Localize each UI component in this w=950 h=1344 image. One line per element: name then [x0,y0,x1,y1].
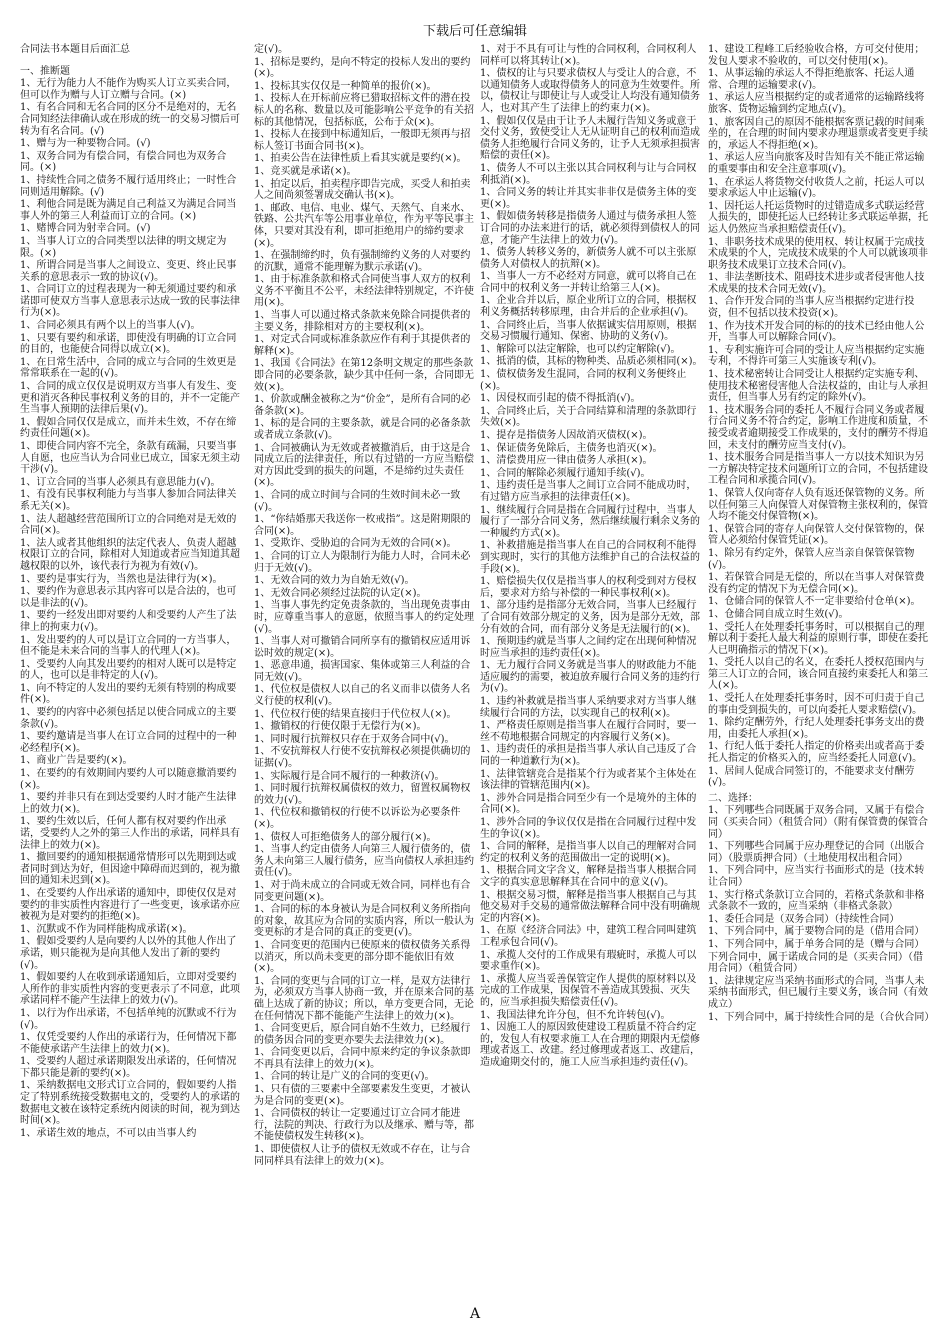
paragraph: 1、当事人事先约定免责条款的，当出现免责事由时，应尊重当事人的意愿，依照当事人的约定处理(√)。 [254,600,474,635]
paragraph: 1、债务人转移义务的，新债务人就不可以主张原债务人对债权人的抗辩(×)。 [480,247,697,270]
paragraph: 1、提存是指债务人因故消灭债权(×)。 [480,430,653,441]
paragraph: 一、推断题 [20,65,70,77]
paragraph: 1、在强制缔约时，负有强制缔约义务的人对要约的沉默，通常不能理解为默示承诺(√)。 [254,250,471,273]
paragraph: 1、承揽人交付的工作成果有瑕疵时，承揽人可以要求重作(×)。 [480,949,697,973]
paragraph: 1、受要约人超过承诺期限发出承诺的，任何情况下都只能是新的要约(×)。 [20,1056,237,1079]
paragraph: 1、合同变更以后，合同中原来约定的争议条款即不再具有法律上的效力(×)。 [254,1047,471,1070]
paragraph: 1、违约责任是当事人之间订立合同不能成功时，有过错方应当承担的法律责任(×)。 [480,480,697,503]
paragraph: 1、债权债务发生混同，合同的权利义务便终止(×)。 [480,369,687,392]
paragraph: 1、我国法律允许分包，但不允许转包(√)。 [480,1009,671,1021]
paragraph: 1、招标是要约，是向不特定的投标人发出的要约(×)。 [254,56,471,80]
paragraph: 1、非职务技术成果的使用权、转让权属于完成技术成果的个人，完成技术成果的个人可以就该项非职务技术成果订立技术合同(√)。 [708,236,928,271]
paragraph: 1、债务人不可以主张以其合同权利与让与合同权利抵消(×)。 [480,162,697,186]
paragraph: 1、合同的解释，是指当事人以自己的理解对合同约定的权利义务的范围做出一定的说明(×)。 [480,841,697,864]
paragraph: 1、商业广告是要约(×)。 [20,755,133,767]
paragraph: 1、合同必须具有两个以上的当事人(√)。 [20,320,201,332]
paragraph: 1、当事人订立的合同类型以法律的明文规定为限。(×) [20,235,227,259]
paragraph: 1、法律规定应当采纳书面形式的合同，当事人未采纳书面形式，但已履行主要义务，该合同（有效成立） [708,975,928,1010]
paragraph: 1、即使合同内容不完全，条款有疏漏，只要当事人自愿，也应当认为合同业已成立，国家无须主动干涉(√)。 [20,441,240,476]
paragraph: 1、合同订立的过程表现为一种无须通过要约和承诺即可使双方当事人意思表示达成一致的民事法律行为(×)。 [20,284,240,319]
paragraph: 1、合作开发合同的当事人应当根据约定进行投资，但不包括以技术投资(×)。 [708,296,915,320]
paragraph: 1、违约补救就是指当事人采纳要求对方当事人继续履行合同的方法，以实现自己的权利(×)。 [480,696,697,719]
paragraph: 1、代位权和撤销权的行使不以诉讼为必要条件(×)。 [254,807,461,830]
paragraph: 1、赌博合同为射幸合同。(√) [20,223,151,235]
paragraph: 1、要约的内容中必须包括足以使合同成立的主要条款(√)。 [20,707,237,730]
paragraph: 1、债权的让与只要求债权人与受让人的合意，不以通知债务人或取得债务人的同意为生效要件。所以，债权让与即使让与人或受让人均没有通知债务人，也对其产生了法律上的约束力(×)。 [480,68,700,114]
paragraph: 1、假如要约人在收到承诺通知后，立即对受要约人所作的非实质性内容的变更表示了不同意，此项承诺同样不能产生法律上的效力(√)。 [20,972,240,1007]
text-column-3 [480,44,704,1069]
paragraph: 1、发出要约的人可以是订立合同的一方当事人，但不能是未来合同的当事人的代理人(×)。 [20,634,237,658]
paragraph: 1、当事人一方不必经对方同意，就可以将自己在合同中的权利义务一并转让给第三人(×)。 [480,271,697,294]
paragraph: 定(√)。 [254,44,289,55]
paragraph: 1、要约是事实行为，当然也是法律行为(×)。 [20,573,223,585]
paragraph: 1、承诺生效的地点，不可以由当事人约 [20,1127,197,1139]
paragraph: 1、合同的解除必须履行通知手续(√)。 [480,467,651,479]
paragraph: 1、合同债权的转让一定要通过订立合同才能进行，法院的判决、行政行为以及继承、赠与等，都不能使债权发生转移(×)。 [254,1108,474,1143]
paragraph: 1、法人或者其他组织的法定代表人、负责人超越权限订立的合同，除相对人知道或者应当知道其超越权限的以外，该代表行为视为有效(√)。 [20,537,240,572]
paragraph: 1、除另有约定外，保管人应当亲自保管保管物(√)。 [708,547,915,571]
paragraph: 1、受托人以自己的名义，在委托人授权范围内与第三人订立的合同，该合同直接约束委托人和第三人(×)。 [708,657,928,692]
paragraph: 1、订立合同的当事人必须具有意思能力(√)。 [20,476,221,488]
paragraph: 1、合同义务的转让并其实非非仅是债务主体的变更(×)。 [480,187,697,210]
paragraph: 1、建设工程峰工后经验收合格，方可交付使用；发包人要求不验收的，可以交付使用(×)。 [708,44,925,67]
paragraph: 1、合同终止后，关于合同结算和清理的条款即行失效(×)。 [480,405,697,429]
paragraph: 1、下列合同中，应当实行书面形式的是（技术转让合同） [708,865,925,888]
paragraph: 1、从事运输的承运人不得拒绝旅客、托运人通常、合理的运输要求(√)。 [708,68,915,91]
paragraph: 1、承运人应当根据约定的或者通常的运输路线将旅客、货物运输到约定地点(√)。 [708,92,925,115]
paragraph: 二、选择： [708,792,758,804]
paragraph: 1、“你结婚那天我送你一枚戒指”。这是附期限的合同(×)。 [254,514,471,537]
paragraph: 1、无效合同的效力为自始无效(√)。 [254,575,415,587]
paragraph: 1、对于尚未成立的合同或无效合同，同样也有合同变更问题(×)。 [254,879,471,903]
paragraph: 1、保管合同的寄存人向保管人交付保管物的，保管人必须给付保管凭证(×)。 [708,523,925,547]
paragraph: 1、合同变更的范围内已使原来的债权债务关系得以消灭，所以尚未变更的部分即不能依旧有效(×)。 [254,939,471,975]
paragraph: 1、要约生效以后，任何人都有权对要约作出承诺，受要约人之外的第三人作出的承诺，同样具有法律上的效力(×)。 [20,816,240,851]
paragraph: 1、法人超越经营范围所订立的合同绝对是无效的合同(×)。 [20,513,237,537]
paragraph: 1、债权人可拒绝债务人的部分履行(×)。 [254,831,437,843]
paragraph: 1、双务合同为有偿合同，有偿合同也为双务合同。(×) [20,150,227,174]
paragraph: 1、解除可以法定解除，也可以约定解除(√)。 [480,343,681,355]
paragraph: 1、保管人仅向寄存人负有返还保管物的义务。所以任何第三人向保管人对保管物主张权利的，保管人均不能交付保管物(×)。 [708,487,928,523]
paragraph: 1、即使债权人让予的债权无效或不存在，让与合同同样具有法律上的效力(×)。 [254,1144,471,1167]
paragraph: 1、合同的变更与合同的订立一样，是双方法律行为，必须双方当事人协商一致，并在原来合同的基础上达成了新的协议；所以，单方变更合同，无论在任何情况下都不能能产生法律上的效力(×)。 [254,975,474,1022]
paragraph: 1、仓储合同的保管人不一定非要给付仓单(×)。 [708,596,921,608]
paragraph: 1、下列哪些合同属于应办理登记的合同（出版合同）（股票质押合同）（土地使用权出租合同） [708,841,925,864]
paragraph: 1、同时履行抗辩权属债权的效力，留置权属物权的效力(√)。 [254,783,471,806]
paragraph: 1、当事人约定由债务人向第三人履行债务的，债务人未向第三人履行债务，应当向债权人承担违约责任(√)。 [254,844,474,879]
paragraph: 1、严格责任原则是指当事人在履行合同时，要一丝不苟地根据合同规定的内容履行义务(×)。 [480,720,697,743]
paragraph: 1、非法垄断技术、阻碍技术进步或者侵害他人技术成果的技术合同无效(√)。 [708,272,925,295]
paragraph: 1、以行为作出承诺，不包括单纯的沉默或不行为(√)。 [20,1007,237,1031]
paragraph: 1、部分违约是指部分无效合同，当事人已经履行了合同有效部分规定的义务，因为是部分无效，部分有效的合同，而有部分义务是无法履行的(×)。 [480,600,700,635]
paragraph: 1、假如受要约人是向要约人以外的其他人作出了承诺，则只能视为是向其他人发出了新的要约(√)。 [20,936,237,971]
paragraph: 1、清偿费用应一律由债务人承担(×)。 [480,455,653,467]
paragraph: 1、拍定以后，拍卖程序即告完成，买受人和拍卖人之间尚须签署成交确认书(×)。 [254,178,471,202]
paragraph: 1、专利实施许可合同的受让人应当根据约定实施专利，不得许可第三人实施该专利(√)。 [708,344,925,368]
paragraph: 1、根据交易习惯，解释是指当事人根据自己与其他交易对手交易的通常做法解释合同中没有明确规定的内容(×)。 [480,889,700,924]
paragraph: 1、若保管合同是无偿的，所以在当事人对保管费没有约定的情况下为无偿合同(×)。 [708,572,925,595]
paragraph: 1、代位权是债权人以自己的名义而非以债务人名义行使的权利(√)。 [254,684,471,708]
text-column-2 [254,44,478,1168]
paragraph: 1、对定式合同或标准条款应作有利于其提供者的解释(×)。 [254,334,471,357]
paragraph: 1、所谓合同是当事人之间设立、变更、终止民事关系的意思表示一致的协议(√)。 [20,260,237,283]
paragraph: 1、要约一经发出即对要约人和受要约人产生了法律上的拘束力(√)。 [20,610,237,633]
paragraph: 1、根据合同文字含义，解释是指当事人根据合同文字的真实意思解释其在合同中的意义(√)。 [480,865,697,888]
paragraph: 1、赔偿损失仅仅是指当事人的权利受到对方侵权后，要求对方给与补偿的一种民事权利(×)。 [480,576,697,599]
paragraph: 1、在承运人将货物交付收货人之前，托运人可以要求承运人中止运输(√)。 [708,176,925,200]
paragraph: 1、标的是合同的主要条款，就是合同的必备条款或者成立条款(√)。 [254,418,471,441]
paragraph: 1、无效合同必须经过法院的认定(×)。 [254,587,427,599]
paragraph: 1、邮政、电信、电业、煤气、天然气、自来水、铁路、公共汽车等公用事业单位，作为平等民事主体，只要对其没有利，即可拒绝用户的缔约要求(×)。 [254,202,474,249]
paragraph: 1、拍卖公告在法律性质上看其实就是要约(×)。 [254,153,467,165]
paragraph: 下列合同中，属于诺成合同的是（买卖合同）（借用合同）（租赁合同） [708,951,923,975]
paragraph: 1、下列合同中，属于要物合同的是（借用合同） [708,926,925,938]
paragraph: 1、居间人促成合同签订的，不能要求支付酬劳(√)。 [708,765,915,789]
page-header: 下载后可任意编辑 [422,24,527,39]
paragraph: 1、合同的成立时间与合同的生效时间未必一致(√)。 [254,489,461,513]
paragraph: 1、预期违约就是当事人之间约定在出现何种情况时应当承担的违约责任(×)。 [480,636,697,659]
paragraph: 1、承运人应当向旅客及时告知有关不能正常运输的重要事由和安全注意事项(√)。 [708,152,925,175]
paragraph: 1、受托人在处理委托事务时，可以根据自己的理解以利于委托人最大利益的原则行事，即使在委托人已明确指示的情况下(×)。 [708,621,928,656]
paragraph: 1、价款或酬金被称之为“价金”，是所有合同的必备条款(×)。 [254,394,471,417]
paragraph: 1、技术秘密转让合同受让人根据约定实施专利、使用技术秘密侵害他人合法权益的，由让与人承担责任，但当事人另有约定的除外(√)。 [708,369,928,404]
paragraph: 1、旅客因自己的原因不能根据客票记载的时间乘坐的，在合理的时间内要求办理退票或者变更手续的，承运人不得拒绝(×)。 [708,116,928,151]
paragraph: 1、保证债务免除后，主债务也消灭(×)。 [480,442,663,454]
paragraph: 1、我国《合同法》在第12条明文规定的那些条款即合同的必要条款，缺少其中任何一条，合同即无效(×)。 [254,358,474,393]
paragraph: 1、合同的订立人为限制行为能力人时，合同未必归于无效(√)。 [254,550,471,574]
paragraph: 1、仅凭受要约人作出的承诺行为，任何情况下都不能使承诺产生法律上的效力(×)。 [20,1032,237,1055]
paragraph: 1、技术服务合同的委托人不履行合同义务或者履行合同义务不符合约定，影响工作进度和质量，不接受或者逾期接受工作成果的，支付的酬劳不得追回，未支付的酬劳应当支付(√)。 [708,404,928,451]
paragraph: 1、假如债务转移是指债务人通过与债务承担人签订合同的办法来进行的话，就必须得到债权人的同意，才能产生法律上的效力(√)。 [480,211,700,246]
paragraph: 1、利他合同是既为满足自己利益又为满足合同当事人外的第三人利益而订立的合同。(×) [20,199,237,222]
paragraph: 1、补救措施是指当事人在自己的合同权利不能得到实现时，实行的其他方法维护自己的合法权益的手段(×)。 [480,540,700,575]
paragraph: 1、要约作为意思表示其内容可以是合法的，也可以是非法的(√)。 [20,586,237,609]
paragraph: 1、合同的标的本身被认为是合同权利义务所指向的对象，故其应为合同的实质内容，所以一般认为变更标的才是合同的真正的变更(√)。 [254,904,474,939]
paragraph: 1、合同终止后，当事人依据诚实信用原则，根据交易习惯履行通知、保密、协助的义务(√)。 [480,319,697,343]
paragraph: 1、因施工人的原因致使建设工程质量不符合约定的，发包人有权要求施工人在合理的期限内无偿修理或者返工、改建。经过修理或者返工、改建后，造成逾期交付的，施工人应当承担违约责任(√)。 [480,1022,700,1068]
paragraph: 1、撤回要约的通知根据通常情形可以先期到达或者同时到达为好，但因途中障碍而迟到的，视为撤回的通知未迟到(×)。 [20,852,240,887]
paragraph: 1、技术服务合同是指当事人一方以技术知识为另一方解决特定技术问题所订立的合同，不包括建设工程合同和承揽合同(√)。 [708,452,928,487]
paragraph: 1、承揽人应当妥善保管定作人提供的原材料以及完成的工作成果，因保管不善造成其毁损、灭失的，应当承担损失赔偿责任(√)。 [480,973,697,1008]
paragraph: 1、因侵权而引起的债不得抵消(√)。 [480,393,641,405]
paragraph: 1、当事人可以通过格式条款来免除合同提供者的主要义务，排除相对方的主要权利(×)。 [254,310,471,333]
paragraph: 1、仓储合同自成立时生效(√)。 [708,608,849,620]
text-column-1 [20,44,244,1140]
paragraph: 1、实际履行是合同不履行的一种救济(√)。 [254,770,445,782]
paragraph: 1、在日常生活中，合同的成立与合同的生效更是常常联系在一起的(√)。 [20,356,237,380]
paragraph: 1、合同的转让是广义的合同的变更(√)。 [254,1071,435,1083]
paragraph: 1、要约邀请是当事人在订立合同的过程中的一种必经程序(×)。 [20,731,237,754]
paragraph: 1、撤销权的行使仅限于无偿行为(×)。 [254,721,427,733]
paragraph: 1、受要约人向其发出要约的相对人既可以是特定的人，也可以是非特定的人(√)。 [20,658,237,682]
paragraph: 1、下列合同中，属于单务合同的是（赠与合同） [708,938,925,950]
paragraph: 1、向不特定的人发出的要约无须有特别的构成要件(×)。 [20,682,237,706]
paragraph: 1、沉默或不作为同样能构成承诺(×)。 [20,923,193,935]
paragraph: 1、投标其实仅仅是一种简单的报价(×)。 [254,80,437,92]
paragraph: 1、假如合同仅仅是成立，而并未生效，不存在缔约责任问题(×)。 [20,416,237,440]
paragraph: 1、当事人对可撤销合同所享有的撤销权应适用诉讼时效的规定(×)。 [254,636,471,659]
paragraph: 1、合同变更后，原合同自始不生效力，已经履行的债务因合同的变更亦要失去法律效力(×)。 [254,1023,471,1046]
paragraph: 1、有没有民事权利能力与当事人参加合同法律关系无关(×)。 [20,489,237,512]
paragraph: 1、作为技术开发合同的标的的技术已经由他人公开，当事人可以解除合同(√)。 [708,320,925,344]
paragraph: 1、违约责任的承担是指当事人承认自己违反了合同的一种道歉行为(×)。 [480,744,697,768]
paragraph: 1、有名合同和无名合同的区分不是绝对的，无名合同知经法律确认或在形成的统一的交易习惯后可转为有名合同。(√) [20,102,240,137]
paragraph: 1、抵消的债，其标的物种类、品质必须相同(×)。 [480,356,703,368]
paragraph: 合同法书本题目后面汇总 [20,44,130,55]
paragraph: 1、在要约的有效期间内要约人可以随意撤消要约(×)。 [20,768,237,791]
paragraph: 1、企业合并以后，原企业所订立的合同，根据权利义务概括转移原理，由合并后的企业承担(√)。 [480,295,697,319]
paragraph: 1、合同的成立仅仅是说明双方当事人有发生、变更和消灭各种民事权利义务的目的，并不一定能产生当事人预期的法律后果(√)。 [20,381,240,416]
paragraph: 1、恶意串通，损害国家、集体或第三人利益的合同无效(√)。 [254,660,471,683]
paragraph: 1、在受要约人作出承诺的通知中，即使仅仅是对要约的非实质性内容进行了一些变更，该承诺亦应被视为是对要约的拒绝(×)。 [20,887,240,923]
paragraph: 1、只有债的三要素中全部要素发生变更，才被认为是合同的变更(×)。 [254,1084,471,1107]
paragraph: 1、只要有要约和承诺，即使没有明确的订立合同的目的，也能使合同得以成立(×)。 [20,332,237,356]
paragraph: 1、下列哪些合同既属于双务合同，又属于有偿合同（买卖合同）（租赁合同）（附有保管费的保管合同） [708,805,928,840]
paragraph: 1、持续性合同之债务不履行适用终止；一时性合同则适用解除。(√) [20,174,237,198]
text-column-4 [708,44,935,1024]
paragraph: 1、继续履行合同是指在合同履行过程中，当事人履行了一部分合同义务，然后继续履行剩余义务的一种履约方式(×)。 [480,504,700,539]
paragraph: 1、由于标准条款和格式合同使当事人双方的权利义务不平衡且不公平，未经法律特别规定，不许使用(×)。 [254,274,474,309]
paragraph: 1、实行格式条款订立合同的，若格式条款和非格式条款不一致的，应当采纳（非格式条款） [708,889,925,913]
paragraph: 1、委任合同是（双务合同）（持续性合同） [708,913,900,925]
page-footer: A [469,1306,481,1322]
paragraph: 1、除约定酬劳外，行纪人处理委托事务支出的费用，由委托人承担(×)。 [708,717,925,740]
paragraph: 1、下列合同中，属于持续性合同的是（合伙合同） [708,1011,935,1023]
paragraph: 1、竞买就是承诺(×)。 [254,165,357,177]
paragraph: 1、采纳数据电文形式订立合同的，假如要约人指定了特别系统接受数据电文的，受要约人的承诺的数据电文被在该特定系统内阅读的时间，视为到达时间(×)。 [20,1080,240,1127]
paragraph: 1、行纪人低于委托人指定的价格卖出或者高于委托人指定的价格买入的，应当经委托人同意(√)。 [708,741,925,765]
paragraph: 1、涉外合同的争议仅仅是指在合同履行过程中发生的争议(×)。 [480,817,697,840]
paragraph: 1、法律管辖竞合是指某个行为或者某个主体处在该法律的管辖范围内(×)。 [480,768,697,792]
paragraph: 1、合同被确认为无效或者被撤消后，由于这是合同成立后的法律责任，所以有过错的一方应当赔偿对方因此受到的损失的问题，不是缔约过失责任(×)。 [254,442,474,489]
paragraph: 1、同时履行抗辩权只存在于双务合同中(√)。 [254,733,455,745]
paragraph: 1、投标人在接到中标通知后，一般即无须再与招标人签订书面合同书(×)。 [254,129,471,152]
paragraph: 1、受托人在处理委托事务时，因不可归责于自己的事由受到损失的，可以向委托人要求赔偿(√)。 [708,693,925,716]
paragraph: 1、代位权行使的结果直接归于代位权人(×)。 [254,708,457,720]
paragraph: 1、因托运人托运货物时的过错造成多式联运经营人损失的，即使托运人已经转让多式联运单据，托运人仍然应当承担赔偿责任(√)。 [708,200,928,235]
paragraph: 1、不安抗辩权人行使不安抗辩权必须提供确切的证据(√)。 [254,746,471,770]
paragraph: 1、无行为能力人不能作为购买人订立买卖合同，但可以作为赠与人订立赠与合同。(×) [20,78,237,101]
paragraph: 1、在原《经济合同法》中，建筑工程合同叫建筑工程承包合同(√)。 [480,925,697,948]
paragraph: 1、无力履行合同义务就是当事人的财政能力不能适应履约的需要，被迫放弃履行合同义务的违约行为(√)。 [480,660,700,695]
paragraph: 1、赠与为一种要物合同。(√) [20,138,151,150]
paragraph: 1、投标人在开标前应将已猎取招标文件的潜在投标人的名称、数量以及可能影响公平竞争的有关招标的其他情况，包括标底，公布于众(×)。 [254,93,474,128]
paragraph: 1、受欺诈、受胁迫的合同为无效的合同(×)。 [254,538,457,550]
paragraph: 1、假如仅仅是由于让予人未履行告知义务或意于交付义务，致使受让人无从证明自己的权利而造成债务人拒绝履行合同义务的，让予人无须承担损害赔偿的责任(×)。 [480,115,700,162]
paragraph: 1、涉外合同是指合同至少有一个是境外的主体的合同(×)。 [480,792,697,816]
paragraph: 1、要约并非只有在到达受要约人时才能产生法律上的效力(×)。 [20,792,237,815]
paragraph: 1、对于不具有可让与性的合同权利，合同权利人同样可以将其转让(×)。 [480,44,697,67]
